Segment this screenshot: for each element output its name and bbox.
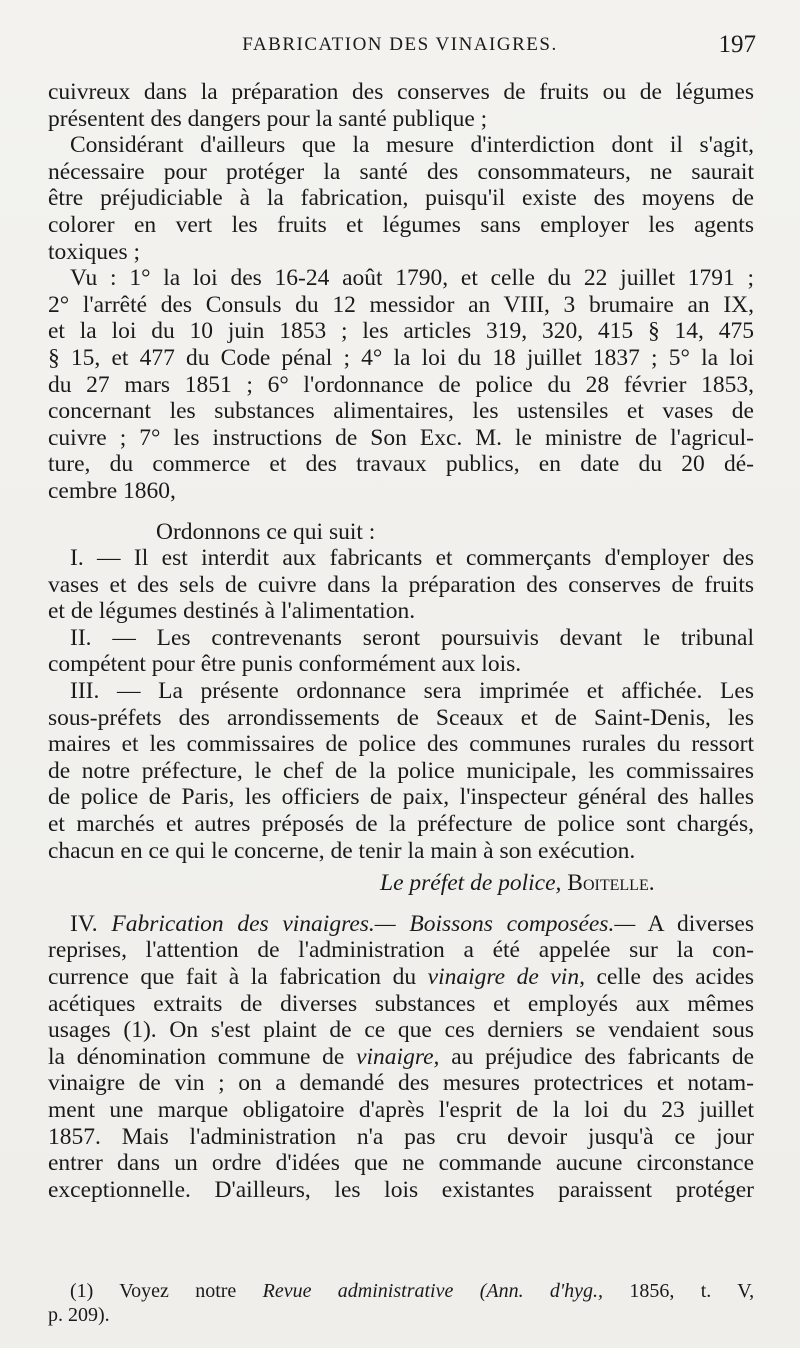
footnote — [48, 1279, 754, 1327]
text-fragment: la dénomination commune de — [48, 1043, 345, 1070]
text-line: cuivreux dans la préparation des conserves de fruits ou de légumes — [48, 79, 754, 105]
running-title: FABRICATION DES VINAIGRES. — [242, 34, 558, 55]
footnote-italic-title: Revue administrative — [262, 1280, 454, 1302]
text-line: acétiques extraits de diverses substances et employés aux mêmes — [48, 990, 754, 1017]
body-text — [48, 79, 754, 1203]
text-line: nécessaire pour protéger la santé des consommateurs, ne saurait — [48, 158, 754, 185]
page-number: 197 — [718, 31, 756, 58]
text-fragment: au préjudice des fabricants de — [451, 1043, 754, 1070]
article-line: et de légumes destinés à l'alimentation. — [48, 598, 416, 625]
italic-term: vinaigre, — [356, 1043, 440, 1070]
text-line: du 27 mars 1851 ; 6° l'ordonnance de police du 28 février 1853, — [48, 371, 754, 398]
article-line: I. — Il est interdit aux fabricants et commerçants d'employer des — [70, 545, 754, 572]
article-line: sous-préfets des arrondissements de Sceaux et de Saint-Denis, les — [48, 704, 754, 731]
text-line: cembre 1860, — [48, 477, 176, 504]
text-line: colorer en vert les fruits et légumes sans employer les agents — [48, 211, 754, 238]
text-line: toxiques ; — [48, 238, 141, 265]
text-line: 1857. Mais l'administration n'a pas cru devoir jusqu'à ce jour — [48, 1123, 754, 1150]
text-line — [48, 964, 754, 991]
article-line: vases et des sels de cuivre dans la préparation des conserves de fruits — [48, 571, 754, 598]
running-head — [0, 31, 800, 64]
footnote-line — [48, 1279, 754, 1303]
text-line: présentent des dangers pour la santé publique ; — [48, 105, 488, 132]
text-line — [48, 1044, 754, 1071]
text-line: être préjudiciable à la fabrication, puisqu'il existe des moyens de — [48, 185, 754, 212]
footnote-citation: (Ann. d'hyg., — [479, 1280, 604, 1302]
text-line: 2° l'arrêté des Consuls du 12 messidor an VIII, 3 brumaire an IX, — [48, 291, 754, 318]
text-fragment: celle des acides — [596, 964, 755, 990]
text-line: entrer dans un ordre d'idées que ne commande aucune circonstance — [48, 1150, 754, 1177]
section-title: Fabrication des vinaigres.— Boissons composées.— — [111, 910, 636, 937]
footnote-line: p. 209). — [48, 1304, 110, 1326]
text-line: vinaigre de vin ; on a demandé des mesures protectrices et notam- — [48, 1070, 754, 1097]
article-line: compétent pour être punis conformément aux lois. — [48, 651, 522, 678]
article-line: II. — Les contrevenants seront poursuivis devant le tribunal — [70, 624, 754, 651]
text-line: ture, du commerce et des travaux publics, en date du 20 dé- — [48, 451, 754, 478]
article-line: III. — La présente ordonnance sera imprimée et affichée. Les — [70, 678, 754, 705]
text-line: ment une marque obligatoire d'après l'esprit de la loi du 23 juillet — [48, 1096, 754, 1123]
text-line: Considérant d'ailleurs que la mesure d'interdiction dont il s'agit, — [70, 132, 754, 159]
signature — [48, 870, 754, 897]
text-fragment: currence que fait à la fabrication du — [48, 964, 417, 990]
footnote-prefix: (1) Voyez notre — [70, 1280, 237, 1302]
article-line: maires et les commissaires de police des communes rurales du ressort — [48, 731, 754, 758]
text-line: § 15, et 477 du Code pénal ; 4° la loi du 18 juillet 1837 ; 5° la loi — [48, 344, 754, 371]
text-line: reprises, l'attention de l'administration a été appelée sur la con- — [48, 937, 754, 964]
text-line: concernant les substances alimentaires, les ustensiles et vases de — [48, 398, 754, 425]
signature-role: Le préfet de police, — [380, 870, 562, 897]
section-first-line-rest: A diverses — [647, 910, 755, 937]
text-line: et la loi du 10 juin 1853 ; les articles 319, 320, 415 § 14, 475 — [48, 318, 754, 345]
ordonnons-heading: Ordonnons ce qui suit : — [156, 518, 376, 545]
section-number: IV. — [70, 910, 98, 937]
article-line: de notre préfecture, le chef de la police municipale, les commissaires — [48, 757, 754, 784]
footnote-tail: 1856, t. V, — [629, 1280, 755, 1302]
text-line: Vu : 1° la loi des 16-24 août 1790, et celle du 22 juillet 1791 ; — [70, 265, 754, 292]
article-line: de police de Paris, les officiers de paix, l'inspecteur général des halles — [48, 784, 754, 811]
section-iv-heading — [48, 911, 754, 938]
italic-term: vinaigre de vin, — [427, 964, 585, 990]
article-line: et marchés et autres préposés de la préfecture de police sont chargés, — [48, 811, 754, 838]
signature-name: Boitelle. — [567, 870, 655, 897]
article-line: chacun en ce qui le concerne, de tenir la main à son exécution. — [48, 837, 636, 864]
text-line: cuivre ; 7° les instructions de Son Exc. M. le ministre de l'agricul- — [48, 424, 754, 451]
text-line: exceptionnelle. D'ailleurs, les lois existantes paraissent protéger — [48, 1176, 754, 1203]
text-line: usages (1). On s'est plaint de ce que ces derniers se vendaient sous — [48, 1017, 754, 1044]
